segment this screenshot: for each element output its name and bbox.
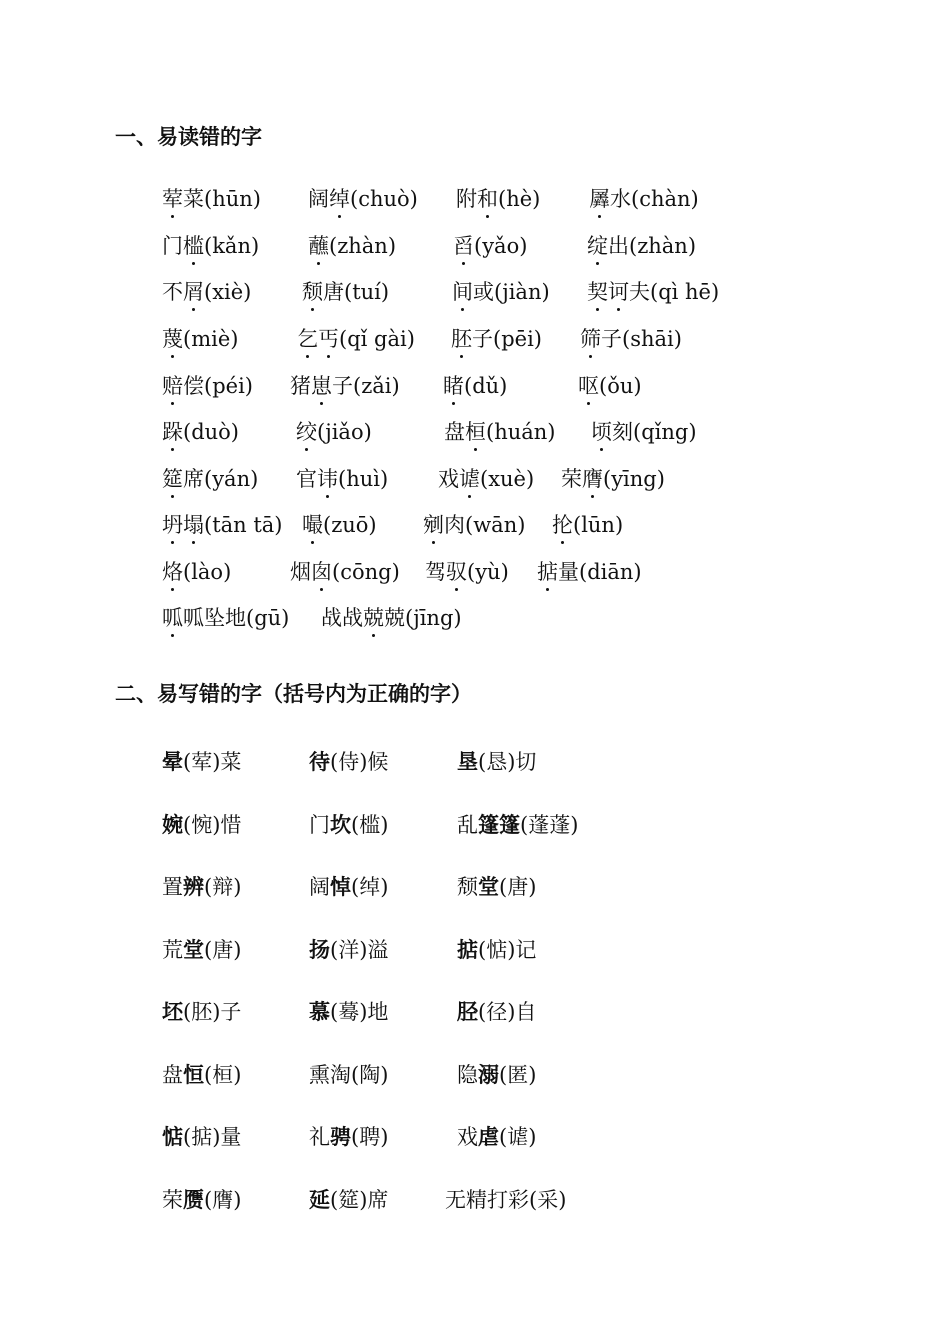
word-text: (唐) (499, 875, 537, 899)
word-entry (296, 419, 372, 445)
word-text: (chuò) (350, 187, 418, 211)
word-text: 戏 (438, 467, 459, 491)
word-entry (162, 279, 251, 305)
word-text: (kǎn) (204, 234, 260, 258)
word-text: 呱坠地(gū) (183, 606, 290, 630)
word-text: (桓) (204, 1063, 242, 1087)
word-entry (589, 186, 699, 212)
wrong-char: 婉 (162, 813, 183, 837)
word-entry (309, 749, 388, 775)
word-text: 官 (296, 467, 317, 491)
word-text: (谑) (499, 1125, 537, 1149)
word-entry (162, 466, 258, 492)
wrong-char: 溺 (478, 1063, 499, 1087)
word-entry (162, 373, 253, 399)
emphasized-char: 胚 (451, 327, 472, 351)
emphasized-char: 和 (477, 187, 498, 211)
emphasized-char: 绽 (587, 234, 608, 258)
word-entry (443, 373, 507, 399)
wrong-char: 晕 (162, 750, 183, 774)
word-entry (162, 186, 261, 212)
word-text: (掂)量 (183, 1125, 242, 1149)
word-entry (552, 512, 623, 538)
emphasized-char: 掂 (537, 560, 558, 584)
word-text: 席(yán) (183, 467, 259, 491)
word-text: (dǔ) (464, 374, 508, 398)
emphasized-char: 嘬 (302, 513, 323, 537)
word-text: (荤)菜 (183, 750, 242, 774)
word-text: 出(zhàn) (608, 234, 697, 258)
word-entry (457, 1062, 536, 1088)
word-text: 子(shāi) (601, 327, 682, 351)
word-text: 夫(qì hē) (629, 280, 720, 304)
word-text: (yǎo) (474, 234, 528, 258)
word-text: (径)自 (478, 1000, 537, 1024)
word-text: (辩) (204, 875, 242, 899)
word-entry (444, 419, 555, 445)
section1-row (0, 186, 950, 216)
section1-row (0, 466, 950, 496)
word-entry (290, 559, 400, 585)
emphasized-char: 跺 (162, 420, 183, 444)
wrong-char: 虐 (478, 1125, 499, 1149)
word-text: (膺) (204, 1188, 242, 1212)
word-text: (ǒu) (599, 374, 642, 398)
word-entry (457, 749, 536, 775)
emphasized-char: 筛 (580, 327, 601, 351)
emphasized-char: 绞 (296, 420, 317, 444)
emphasized-char: 颓 (302, 280, 323, 304)
word-text: (hè) (498, 187, 541, 211)
word-entry (425, 559, 509, 585)
section2-row (0, 812, 950, 842)
word-entry (309, 1062, 388, 1088)
emphasized-char: 槛 (183, 234, 204, 258)
wrong-char: 延 (309, 1188, 330, 1212)
word-text: 不 (162, 280, 183, 304)
word-text: (zhàn) (329, 234, 397, 258)
section1-row (0, 373, 950, 403)
emphasized-char: 驭 (446, 560, 467, 584)
section2-row (0, 749, 950, 779)
word-text: 门 (309, 813, 330, 837)
word-entry (162, 812, 241, 838)
wrong-char: 辨 (183, 875, 204, 899)
emphasized-char: 蘸 (308, 234, 329, 258)
section1-row (0, 419, 950, 449)
word-entry (162, 1062, 241, 1088)
word-text: 乱 (457, 813, 478, 837)
word-text: (洋)溢 (330, 938, 389, 962)
word-entry (309, 937, 388, 963)
word-entry (302, 279, 389, 305)
word-text: (惦)记 (478, 938, 537, 962)
word-entry (162, 233, 259, 259)
word-entry (162, 605, 289, 631)
wrong-char: 篷篷 (478, 813, 520, 837)
emphasized-char: 乞 (297, 327, 318, 351)
section2-row (0, 937, 950, 967)
word-text: (miè) (183, 327, 239, 351)
emphasized-char: 呕 (578, 374, 599, 398)
emphasized-char: 崽 (311, 374, 332, 398)
section-title-misread: 一、易读错的字 (115, 125, 262, 149)
word-text: 量(diān) (558, 560, 642, 584)
word-text: (qǐ gài) (339, 327, 415, 351)
wrong-char: 坯 (162, 1000, 183, 1024)
word-text: (绰) (351, 875, 389, 899)
word-text: (yù) (467, 560, 509, 584)
emphasized-char: 绰 (329, 187, 350, 211)
word-text: (恳)切 (478, 750, 537, 774)
word-entry (162, 1187, 241, 1213)
word-entry (587, 233, 696, 259)
word-text: 颓 (457, 875, 478, 899)
section2-row (0, 999, 950, 1029)
emphasized-char: 赔 (162, 374, 183, 398)
word-text: 阔 (309, 875, 330, 899)
section2-row (0, 1062, 950, 1092)
word-entry (162, 1124, 241, 1150)
section2-row (0, 1187, 950, 1217)
section2-row (0, 1124, 950, 1154)
emphasized-char: 羼 (589, 187, 610, 211)
emphasized-char: 兢 (363, 606, 384, 630)
word-text: 礼 (309, 1125, 330, 1149)
word-text: 戏 (457, 1125, 478, 1149)
emphasized-char: 塌 (183, 513, 204, 537)
word-text: (huì) (338, 467, 389, 491)
word-text: 无精打彩(采) (445, 1188, 567, 1212)
emphasized-char: 顷 (591, 420, 612, 444)
word-text: 兢(jīng) (384, 606, 462, 630)
word-text: 熏淘(陶) (309, 1063, 389, 1087)
emphasized-char: 桓 (465, 420, 486, 444)
wrong-char: 坎 (330, 813, 351, 837)
word-text: 子(zǎi) (332, 374, 400, 398)
section1-row (0, 559, 950, 589)
word-text: (匿) (499, 1063, 537, 1087)
word-text: 水(chàn) (610, 187, 699, 211)
word-entry (452, 279, 550, 305)
word-text: (duò) (183, 420, 239, 444)
emphasized-char: 讳 (317, 467, 338, 491)
word-entry (162, 874, 241, 900)
word-text: (蓦)地 (330, 1000, 389, 1024)
word-entry (162, 559, 231, 585)
word-entry (457, 812, 578, 838)
word-entry (537, 559, 642, 585)
word-text: 驾 (425, 560, 446, 584)
word-text: (lào) (183, 560, 232, 584)
wrong-char: 待 (309, 750, 330, 774)
wrong-char: 悼 (330, 875, 351, 899)
word-entry (162, 937, 241, 963)
emphasized-char: 膺 (582, 467, 603, 491)
word-entry (587, 279, 719, 305)
emphasized-char: 睹 (443, 374, 464, 398)
word-entry (580, 326, 682, 352)
word-text: 肉(wān) (444, 513, 526, 537)
wrong-char: 骋 (330, 1125, 351, 1149)
word-text: 战战 (321, 606, 363, 630)
word-text: (蓬蓬) (520, 813, 579, 837)
section1-row (0, 512, 950, 542)
word-entry (297, 326, 415, 352)
word-text: (jiǎo) (317, 420, 372, 444)
word-text: (唐) (204, 938, 242, 962)
emphasized-char: 筵 (162, 467, 183, 491)
word-entry (445, 1187, 566, 1213)
word-text: (槛) (351, 813, 389, 837)
emphasized-char: 丐 (318, 327, 339, 351)
wrong-char: 垦 (457, 750, 478, 774)
word-text: 阔 (308, 187, 329, 211)
word-entry (309, 1124, 388, 1150)
wrong-char: 慕 (309, 1000, 330, 1024)
emphasized-char: 坍 (162, 513, 183, 537)
section1-row (0, 605, 950, 635)
word-entry (457, 1124, 536, 1150)
emphasized-char: 谑 (459, 467, 480, 491)
word-entry (561, 466, 665, 492)
emphasized-char: 契 (587, 280, 608, 304)
wrong-char: 堂 (478, 875, 499, 899)
wrong-char: 胫 (457, 1000, 478, 1024)
word-entry (438, 466, 534, 492)
word-entry (309, 999, 388, 1025)
section-title-miswritten: 二、易写错的字（括号内为正确的字） (115, 682, 472, 706)
emphasized-char: 呱 (162, 606, 183, 630)
emphasized-char: 屑 (183, 280, 204, 304)
word-entry (453, 233, 527, 259)
word-text: (xuè) (480, 467, 535, 491)
word-text: (筵)席 (330, 1188, 389, 1212)
word-text: (胚)子 (183, 1000, 242, 1024)
word-entry (296, 466, 388, 492)
word-entry (309, 812, 388, 838)
word-text: (yīng) (603, 467, 665, 491)
emphasized-char: 间 (452, 280, 473, 304)
section2-row (0, 874, 950, 904)
emphasized-char: 诃 (608, 280, 629, 304)
word-text: (huán) (486, 420, 556, 444)
word-entry (457, 999, 536, 1025)
word-text: (cōng) (332, 560, 400, 584)
word-entry (578, 373, 642, 399)
emphasized-char: 荤 (162, 187, 183, 211)
word-text: 荒 (162, 938, 183, 962)
word-text: 刻(qǐng) (612, 420, 697, 444)
wrong-char: 堂 (183, 938, 204, 962)
word-entry (309, 1187, 388, 1213)
word-text: 菜(hūn) (183, 187, 261, 211)
emphasized-char: 囱 (311, 560, 332, 584)
word-entry (162, 749, 241, 775)
word-entry (302, 512, 377, 538)
word-text: 隐 (457, 1063, 478, 1087)
wrong-char: 赝 (183, 1188, 204, 1212)
word-text: (tān tā) (204, 513, 283, 537)
word-text: (xiè) (204, 280, 252, 304)
emphasized-char: 抡 (552, 513, 573, 537)
section1-row (0, 233, 950, 263)
word-entry (162, 326, 238, 352)
word-text: 荣 (162, 1188, 183, 1212)
section1-row (0, 326, 950, 356)
word-text: 附 (456, 187, 477, 211)
section1-row (0, 279, 950, 309)
wrong-char: 惦 (162, 1125, 183, 1149)
word-entry (423, 512, 525, 538)
word-entry (309, 874, 388, 900)
word-entry (457, 937, 536, 963)
word-entry (591, 419, 697, 445)
word-entry (308, 233, 396, 259)
word-text: 子(pēi) (472, 327, 542, 351)
word-text: 荣 (561, 467, 582, 491)
emphasized-char: 烙 (162, 560, 183, 584)
word-entry (162, 419, 239, 445)
word-text: 烟 (290, 560, 311, 584)
word-entry (321, 605, 462, 631)
word-entry (162, 999, 241, 1025)
word-entry (290, 373, 400, 399)
word-entry (456, 186, 540, 212)
word-text: 盘 (162, 1063, 183, 1087)
word-text: (lūn) (573, 513, 624, 537)
word-text: 置 (162, 875, 183, 899)
word-text: 盘 (444, 420, 465, 444)
word-entry (162, 512, 283, 538)
word-text: 偿(péi) (183, 374, 253, 398)
word-text: 猪 (290, 374, 311, 398)
word-entry (451, 326, 542, 352)
word-text: (zuō) (323, 513, 377, 537)
word-entry (308, 186, 418, 212)
wrong-char: 恒 (183, 1063, 204, 1087)
word-entry (457, 874, 536, 900)
wrong-char: 扬 (309, 938, 330, 962)
word-text: (聘) (351, 1125, 389, 1149)
word-text: (侍)候 (330, 750, 389, 774)
word-text: (惋)惜 (183, 813, 242, 837)
word-text: 唐(tuí) (323, 280, 390, 304)
emphasized-char: 剜 (423, 513, 444, 537)
word-text: 或(jiàn) (473, 280, 550, 304)
word-text: 门 (162, 234, 183, 258)
wrong-char: 掂 (457, 938, 478, 962)
emphasized-char: 舀 (453, 234, 474, 258)
emphasized-char: 蔑 (162, 327, 183, 351)
